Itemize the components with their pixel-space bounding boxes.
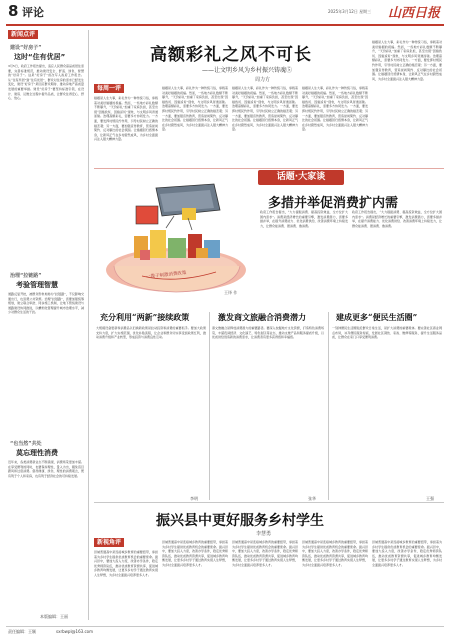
main-article-title: 高额彩礼之风不可长 [150,45,312,65]
sub-article-body: 大规模设备更新和消费品以旧换新政策是拉动投资和消费的重要抓手。要加大政策支持力度，扩大实施范围，优化补贴流程，让企业和群众切实享受到政策红利，推动消费升级和产业转型，形成投资与消费良性互动。 [96,326,206,340]
bottom-article-tag: 新视角评 [94,538,124,547]
main-article-body: 婚姻是人生大事，彩礼作为一种传统习俗，承载着对美好婚姻的祝福。然而，一些地方彩礼数额不断攀升，“天价彩礼”加重了家庭负担，甚至出现“因婚致贫、因婚返贫”现象，与文明乡风背道而驰。治理高额彩礼，需要多方协同发力。一方面，要发挥村规民约作用，引导村民树立正确的婚恋观；另一方面，要加强宣传教育，营造崇尚简约、反对攀比的社会氛围。让婚姻回归感情本身，让新风正气在乡村蔚然成风，为乡村全面振兴注入强大精神力量。 [372,40,442,81]
section-title: 评论 [22,6,44,19]
forum-banner [258,170,344,185]
article-body: 近年来，各类消费新业态不断涌现，消费场景更加丰富。在享受便利的同时，也要保持理性，量入为出，避免盲目跟风和过度消费。倡导健康、绿色、理性的消费观念，既有利于个人和家庭，也有利于经济社会的可持续发展。 [8,460,84,478]
forum-lead-text: 政府工作报告提出，“大力提振消费、提高投资效益，全方位扩大国内需求”。消费是经济增长的重要引擎，激发消费潜力，需要多措并举，在提升消费能力、优化消费供给、改善消费环境上持续发力，让群众能消费、愿消费、敢消费。 [352,210,442,228]
forum-top-rule [94,168,444,169]
sub-article-title: 激发商文旅融合消费潜力 [218,312,306,322]
newspaper-logo: 山西日报 [388,6,441,21]
bottom-article-body: 县域普通高中是连接城乡教育的重要纽带，承担着为乡村学生提供优质教育机会的重要使命。振兴县中，要加大投入力度，改善办学条件，稳定优秀师资队伍，推动优质教育资源共享，促进城乡教育均衡发展，让更多乡村学子通过教育实现人生梦想，为乡村全面振兴培养更多人才。 [372,540,442,567]
forum-title: 多措并举促消费扩内需 [268,196,399,211]
bottom-article-title: 振兴县中更好服务乡村学生 [156,513,324,529]
article-kicker: 建设“好房子” [10,45,42,51]
article-kicker: 治理“拉链路” [10,273,42,279]
main-article-body: 婚姻是人生大事，彩礼作为一种传统习俗，承载着对美好婚姻的祝福。然而，一些地方彩礼数额不断攀升，“天价彩礼”加重了家庭负担，甚至出现“因婚致贫、因婚返贫”现象，与文明乡风背道而驰。治理高额彩礼，需要多方协同发力。一方面，要发挥村规民约作用，引导村民树立正确的婚恋观；另一方面，要加强宣传教育，营造崇尚简约、反对攀比的社会氛围。让婚姻回归感情本身，让新风正气在乡村蔚然成风，为乡村全面振兴注入强大精神力量。 [94,96,158,142]
sub-article-author: 王强 [426,496,434,501]
forum-banner-label: 话题·大家谈 [276,172,326,182]
cartoon-caption: 一揽子刺激消费政策 [145,270,187,281]
article-title: 这时“住有优居” [14,53,66,61]
left-column-tag: 新闻点评 [8,30,38,39]
bottom-article-body: 县域普通高中是连接城乡教育的重要纽带，承担着为乡村学生提供优质教育机会的重要使命。振兴县中，要加大投入力度，改善办学条件，稳定优秀师资队伍，推动优质教育资源共享，促进城乡教育均衡发展，让更多乡村学子通过教育实现人生梦想，为乡村全面振兴培养更多人才。 [232,540,298,567]
bottom-article-body: 县域普通高中是连接城乡教育的重要纽带，承担着为乡村学生提供优质教育机会的重要使命。振兴县中，要加大投入力度，改善办学条件，稳定优秀师资队伍，推动优质教育资源共享，促进城乡教育均衡发展，让更多乡村学子通过教育实现人生梦想，为乡村全面振兴培养更多人才。 [302,540,368,567]
sub-article-body: 商文旅融合是释放消费潜力的重要路径。要深入挖掘地方文化资源，打造特色消费场景，丰富夜间经济、文化演艺、特色街区等业态，推动文旅产品和服务提质升级，以优质供给创造新的消费需求，让消费者有更多获得感和幸福感。 [212,326,324,340]
forum-lead-text: 政府工作报告提出，“大力提振消费、提高投资效益，全方位扩大国内需求”。消费是经济增长的重要引擎，激发消费潜力，需要多措并举，在提升消费能力、优化消费供给、改善消费环境上持续发力，让群众能消费、愿消费、敢消费。 [260,210,348,228]
article-kicker: “也当然”共处 [10,441,42,447]
footer-rule [6,626,444,627]
article-body: 3月5日，政府工作报告提出，适应人民群众高品质居住需要，完善标准规范，推动建设安全、舒适、绿色、智慧的“好房子”。这是“好房子”首次写入政府工作报告。从“住有所居”到“住有优居”，群众对住房的需求已经发生变化，建设“好房子”是回应群众期待、推动房地产高质量发展的重要举措。建设“好房子”要坚持标准引领，在设计、建造、运维全过程中提升品质，让群众住得安心、舒心、放心。 [8,64,84,101]
header-rule [6,24,444,26]
article-body: 道路反复开挖，被群众形象地称为“拉链路”，不仅影响交通出行，也浪费公共资源。治理“拉链路”，需要加强统筹规划，建立联合审批、同步施工机制，让地下管线建设与道路建设协同推进，以精细化管理提升城市治理水平，减少对群众生活的干扰。 [8,292,84,315]
bottom-article-author: 李慧勇 [256,531,272,537]
main-article-subtitle: ——让文明乡风为乡村振兴铸魂⑤ [202,67,293,74]
forum-bottom-rule [94,502,444,503]
bottom-article-body: 县域普通高中是连接城乡教育的重要纽带，承担着为乡村学生提供优质教育机会的重要使命。振兴县中，要加大投入力度，改善办学条件，稳定优秀师资队伍，推动优质教育资源共享，促进城乡教育均衡发展，让更多乡村学子通过教育实现人生梦想，为乡村全面振兴培养更多人才。 [162,540,228,567]
main-article-body: 婚姻是人生大事，彩礼作为一种传统习俗，承载着对美好婚姻的祝福。然而，一些地方彩礼数额不断攀升，“天价彩礼”加重了家庭负担，甚至出现“因婚致贫、因婚返贫”现象，与文明乡风背道而驰。治理高额彩礼，需要多方协同发力。一方面，要发挥村规民约作用，引导村民树立正确的婚恋观；另一方面，要加强宣传教育，营造崇尚简约、反对攀比的社会氛围。让婚姻回归感情本身，让新风正气在乡村蔚然成风，为乡村全面振兴注入强大精神力量。 [302,86,368,132]
sub-article-title: 建成更多“便民生活圈” [336,312,418,322]
main-article-body: 婚姻是人生大事，彩礼作为一种传统习俗，承载着对美好婚姻的祝福。然而，一些地方彩礼数额不断攀升，“天价彩礼”加重了家庭负担，甚至出现“因婚致贫、因婚返贫”现象，与文明乡风背道而驰。治理高额彩礼，需要多方协同发力。一方面，要发挥村规民约作用，引导村民树立正确的婚恋观；另一方面，要加强宣传教育，营造崇尚简约、反对攀比的社会氛围。让婚姻回归感情本身，让新风正气在乡村蔚然成风，为乡村全面振兴注入强大精神力量。 [232,86,298,132]
issue-date: 2025年3月12日 星期三 [328,9,372,14]
sub-article-body: 一刻钟便民生活圈贴近群众日常生活，是扩大消费的重要载体。要完善社区商业网点布局，补齐便民服务短板，发展社区餐饮、家政、维修等服务，提升生活服务品质，让群众在家门口享受便利消费。 [332,326,442,340]
left-column-divider [88,30,89,620]
sub-article-author: 李明 [190,496,198,501]
section-editor: 本版编辑：王丽 [40,614,68,619]
sub-article-author: 张华 [308,496,316,501]
footer-email: sxrbwpl@163.com [56,629,94,634]
main-article-tag: 每周一评 [94,84,124,93]
footer-editor: 责任编辑：王颖 [8,629,36,634]
page-header [0,0,450,26]
page-number: 8 [8,2,19,20]
cartoon-author: 王铎 作 [224,290,238,295]
cartoon-svg [96,180,252,304]
cartoon-illustration [96,180,252,304]
article-title: 考验管理智慧 [16,281,58,289]
main-article-body: 婚姻是人生大事，彩礼作为一种传统习俗，承载着对美好婚姻的祝福。然而，一些地方彩礼数额不断攀升，“天价彩礼”加重了家庭负担，甚至出现“因婚致贫、因婚返贫”现象，与文明乡风背道而驰。治理高额彩礼，需要多方协同发力。一方面，要发挥村规民约作用，引导村民树立正确的婚恋观；另一方面，要加强宣传教育，营造崇尚简约、反对攀比的社会氛围。让婚姻回归感情本身，让新风正气在乡村蔚然成风，为乡村全面振兴注入强大精神力量。 [162,86,228,132]
column-divider [328,312,329,500]
column-divider [209,312,210,500]
article-title: 莫忘理性消费 [16,449,58,457]
main-article-author: 周力方 [255,77,271,83]
sub-article-title: 充分利用“两新”接续政策 [100,312,190,322]
bottom-article-body: 县域普通高中是连接城乡教育的重要纽带，承担着为乡村学生提供优质教育机会的重要使命。振兴县中，要加大投入力度，改善办学条件，稳定优秀师资队伍，推动优质教育资源共享，促进城乡教育均衡发展，让更多乡村学子通过教育实现人生梦想，为乡村全面振兴培养更多人才。 [94,550,158,577]
